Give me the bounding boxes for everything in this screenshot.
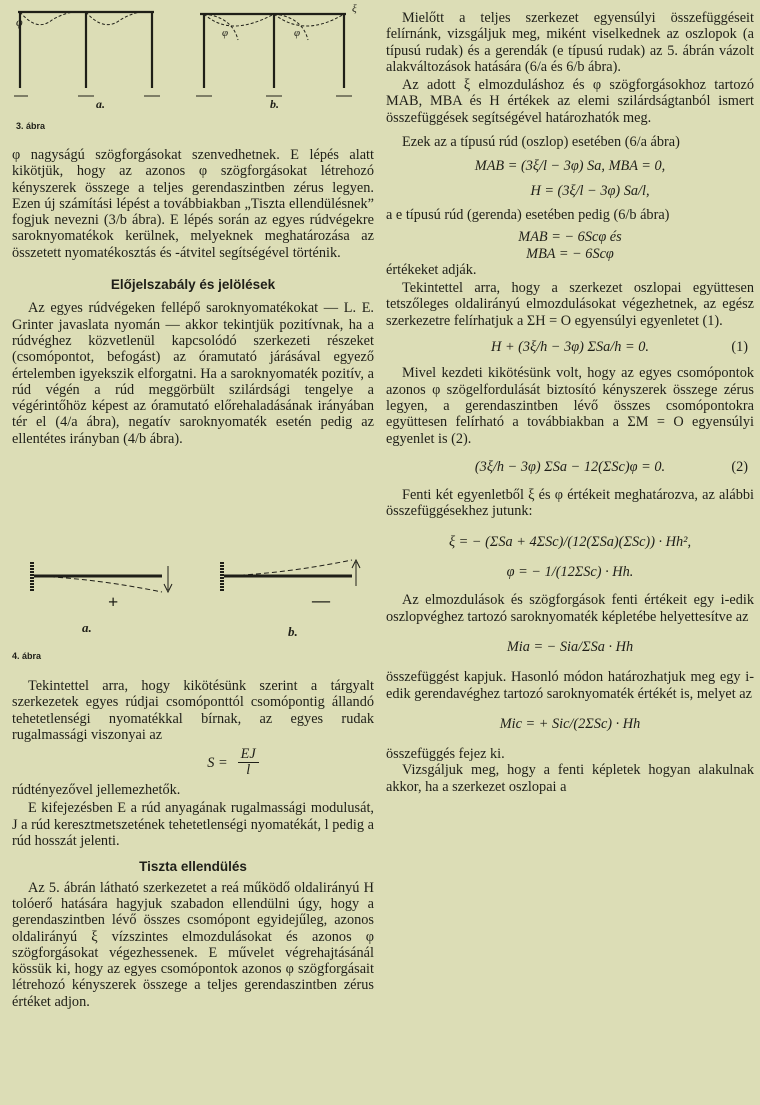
paragraph: Fenti két egyenletből ξ és φ értékeit meghatározva, az alábbi összefüggésekhez jutunk: xyxy=(386,487,754,520)
equation-3: H + (3ξ/h − 3φ) ΣSa/h = 0. (1) xyxy=(491,339,748,356)
paragraph: Tekintettel arra, hogy kikötésünk szerint a tárgyalt szerkezetek egyes rúdjai csomóponttól csomópontig állandó tehetetlenségi nyomatékkal bírnak, az egyes rudak rugalmassági viszonyai az xyxy=(12,678,374,743)
svg-text:ξ: ξ xyxy=(352,3,357,15)
paragraph: Az adott ξ elmozduláshoz és φ szögforgásokhoz tartozó MAB, MBA és H értékek az elemi szilárdságtanból ismert összefüggések segítségével határozhatók meg. xyxy=(386,77,754,126)
equation-S: S = $\frac{EJ}{l}$ xyxy=(92,747,374,778)
paragraph: Az elmozdulások és szögforgások fenti értékeit egy i-edik oszlopvéghez tartozó saroknyomaték képletébe helyettesítve az xyxy=(386,592,754,625)
equation-2a: MAB = − 6Scφ és xyxy=(518,229,622,246)
right-text-block xyxy=(386,10,754,795)
paragraph: Az egyes rúdvégeken fellépő saroknyomatékokat — L. E. Grinter javaslata nyomán — akkor tekintjük pozitívnak, ha a rúdvéghez közvetlenül kapcsolódó szerkezeti részeket (csomópontot, befogást) az óramutató járásával egyező értelemben igyekszik elforgatni. Ha a saroknyomaték pozitív, a rúd végén a rúd meggörbült szilárdsági tengelye a végérintőhöz képest az óramutató előrehaladásának irányában tér el (4/a ábra), negatív saroknyomaték esetén pedig az ellentétes irányban (4/b ábra). xyxy=(12,300,374,447)
equation-2b: MBA = − 6Scφ xyxy=(526,245,614,262)
figure-3-label-a: a. xyxy=(96,97,105,111)
paragraph: értékeket adják. xyxy=(386,261,477,278)
figure-4-label-b: b. xyxy=(288,624,298,639)
figure-4 xyxy=(12,552,374,672)
equation-5: ξ = − (ΣSa + 4ΣSc)/(12(ΣSa)(ΣSc)) · Hh², xyxy=(448,533,692,550)
paragraph: Ezek az a típusú rúd (oszlop) esetében (6/a ábra) xyxy=(402,134,680,151)
paragraph: φ nagyságú szögforgásokat szenvedhetnek. E lépés alatt kikötjük, hogy az azonos φ szögforgásokat létrehozó kényszerek összege a teljes gerendaszintben zérus legyen. Ezen új számítási lépést a továbbiakban „Tiszta ellendülésnek” fogjuk nevezni (3/b ábra). E lépés során az egyes rúdvégekre saroknyomatékok kerülnek, melyeknek meghatározása az összetett nyomatékosztás és -átvitel segítségével történik. xyxy=(12,147,374,261)
sign-positive: + xyxy=(108,592,119,612)
paragraph: rúdtényezővel jellemezhetők. xyxy=(12,782,181,799)
paragraph: Mielőtt a teljes szerkezet egyensúlyi összefüggéseit felírnánk, vizsgáljuk meg, miként viselkednek az oszlopok (a típusú rudak) és a gerendák (e típusú rudak) az 5. ábrán vázolt alakváltozások hatására (6/a és 6/b ábra). xyxy=(386,10,754,75)
equation-1b: H = (3ξ/l − 3φ) Sa/l, xyxy=(530,182,650,199)
svg-text:φ: φ xyxy=(222,27,229,39)
left-text-block-1 xyxy=(12,147,374,447)
paragraph: összefüggést kapjuk. Hasonló módon határozhatjuk meg egy i-edik gerendavéghez tartozó saroknyomaték értékét is, melyet az xyxy=(386,669,754,702)
figure-3-caption: 3. ábra xyxy=(16,121,46,131)
paragraph: Tekintettel arra, hogy a szerkezet oszlopai együttesen tetszőleges oldalirányú elmozdulásokat végezhetnek, az egész szerkezetre felírhatjuk a ΣH = O egyensúlyi egyenletet (1). xyxy=(386,280,754,329)
paragraph: Mivel kezdeti kikötésünk volt, hogy az egyes csomópontok azonos φ szögelfordulását biztosító kényszerek összege zérus legyen, a gerendaszintben lévő összes csomópontokra együttesen felírható a továbbiakban a ΣM = O egyensúlyi egyenlet is (2). xyxy=(386,365,754,447)
section-heading: Tiszta ellendülés xyxy=(139,859,247,875)
figure-4-caption: 4. ábra xyxy=(12,651,42,661)
equation-6: φ = − 1/(12ΣSc) · Hh. xyxy=(506,564,634,581)
paragraph: E kifejezésben E a rúd anyagának rugalmassági modulusát, J a rúd keresztmetszetének tehetetlenségi nyomatékát, l pedig a rúd hosszát jelenti. xyxy=(12,800,374,850)
equation-7: Mia = − Sia/ΣSa · Hh xyxy=(506,638,634,655)
paragraph: a e típusú rúd (gerenda) esetében pedig (6/b ábra) xyxy=(386,206,670,223)
figure-3-label-b: b. xyxy=(270,97,279,111)
equation-8: Mic = + Sic/(2ΣSc) · Hh xyxy=(499,715,641,732)
left-text-block-2 xyxy=(12,678,374,1010)
figure-3 xyxy=(12,0,374,134)
figure-4-label-a: a. xyxy=(82,620,92,635)
paragraph: Az 5. ábrán látható szerkezetet a reá működő oldalirányú H tolóerő hatására hagyjuk szabadon ellendülni úgy, hogy a gerendaszintben lévő összes csomópont egyidejűleg, azonos oldalirányú ξ vízszintes elmozdulásokat és azonos φ szögforgásokat végezhessenek. E művelet végrehajtásánál kössük ki, hogy az egyes csomópontok azonos φ szögforgásait létrehozó kényszerek összege a teljes gerendaszintben zérus értéket adjon. xyxy=(12,879,374,1010)
sign-negative: — xyxy=(312,590,330,610)
svg-text:φ: φ xyxy=(294,27,301,39)
svg-text:φ: φ xyxy=(16,15,23,29)
paragraph: összefüggés fejez ki. xyxy=(386,746,505,763)
equation-1a: MAB = (3ξ/l − 3φ) Sa, MBA = 0, xyxy=(474,158,666,175)
section-heading: Előjelszabály és jelölések xyxy=(110,277,276,293)
figure-3-drawing xyxy=(12,0,374,120)
paragraph: Vizsgáljuk meg, hogy a fenti képletek hogyan alakulnak akkor, ha a szerkezet oszlopai a xyxy=(386,762,754,795)
equation-4: (3ξ/h − 3φ) ΣSa − 12(ΣSc)φ = 0. (2) xyxy=(474,458,748,475)
